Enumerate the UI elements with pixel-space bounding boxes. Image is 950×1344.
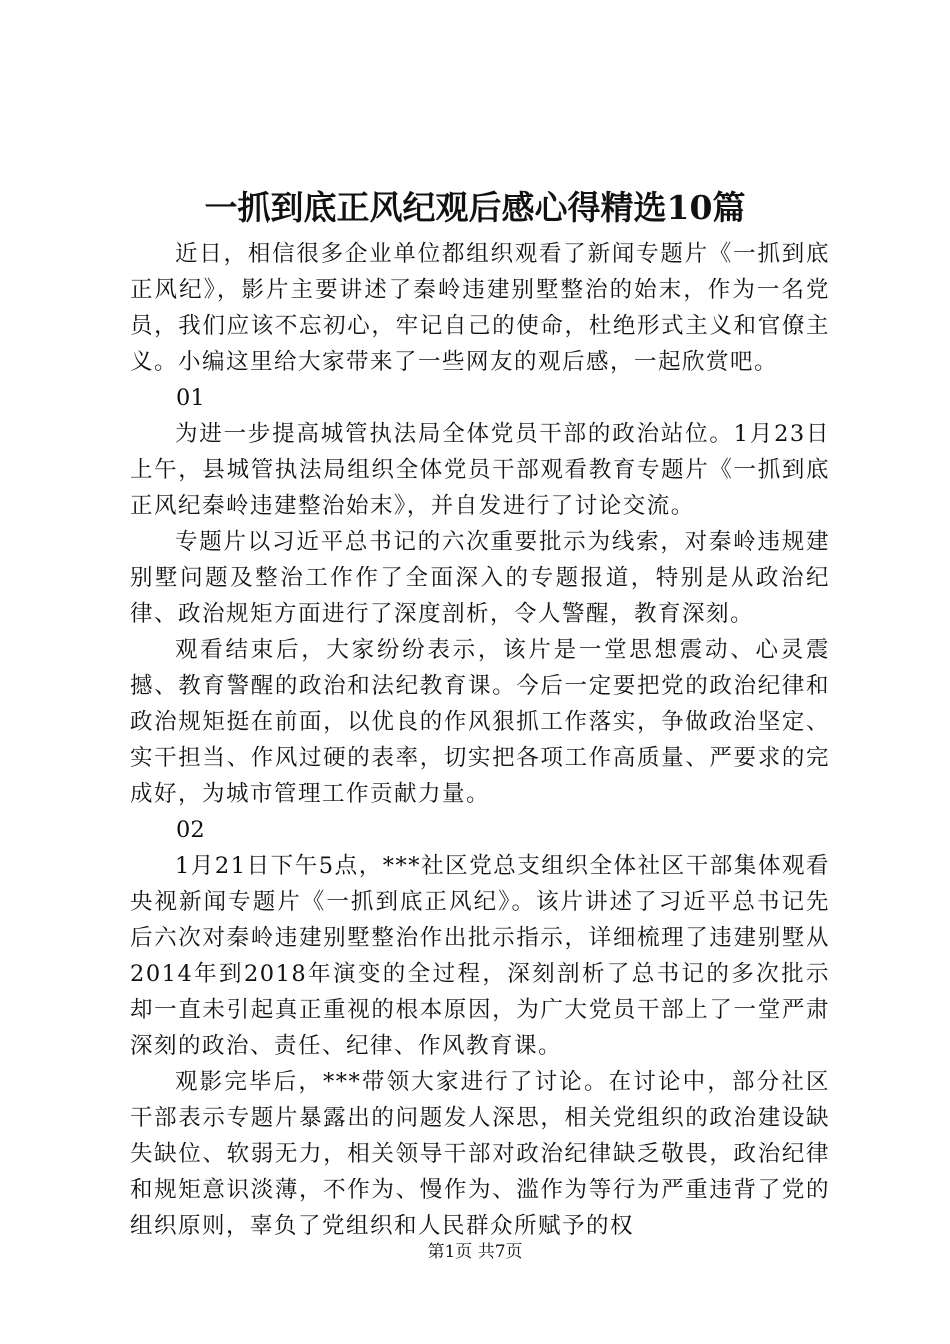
section-number: 01: [176, 385, 205, 411]
body-paragraph: 观看结束后，大家纷纷表示，该片是一堂思想震动、心灵震撼、教育警醒的政治和法纪教育课。今后一定要把党的政治纪律和政治规矩挺在前面，以优良的作风狠抓工作落实，争做政治坚定、实干担当、作风过硬的表率，切实把各项工作高质量、严要求的完成好，为城市管理工作贡献力量。: [130, 637, 830, 807]
body-paragraph: 为进一步提高城管执法局全体党员干部的政治站位。1月23日上午，县城管执法局组织全体党员干部观看教育专题片《一抓到底正风纪秦岭违建整治始末》，并自发进行了讨论交流。: [130, 421, 830, 519]
body-paragraph: 专题片以习近平总书记的六次重要批示为线索，对秦岭违规建别墅问题及整治工作作了全面深入的专题报道，特别是从政治纪律、政治规矩方面进行了深度剖析，令人警醒，教育深刻。: [130, 529, 830, 627]
body-paragraph: 观影完毕后，***带领大家进行了讨论。在讨论中，部分社区干部表示专题片暴露出的问题发人深思，相关党组织的政治建设缺失缺位、软弱无力，相关领导干部对政治纪律缺乏敬畏，政治纪律和规矩意识淡薄，不作为、慢作为、滥作为等行为严重违背了党的组织原则，辜负了党组织和人民群众所赋予的权: [130, 1069, 830, 1239]
document-body: [130, 236, 830, 1244]
section-number: 02: [176, 817, 205, 843]
page-footer: 第1页 共7页: [427, 1242, 523, 1262]
document-title: 一抓到底正风纪观后感心得精选10篇: [204, 188, 746, 227]
intro-paragraph: 近日，相信很多企业单位都组织观看了新闻专题片《一抓到底正风纪》，影片主要讲述了秦岭违建别墅整治的始末，作为一名党员，我们应该不忘初心，牢记自己的使命，杜绝形式主义和官僚主义。小编这里给大家带来了一些网友的观后感，一起欣赏吧。: [130, 241, 830, 375]
body-paragraph: 1月21日下午5点，***社区党总支组织全体社区干部集体观看央视新闻专题片《一抓到底正风纪》。该片讲述了习近平总书记先后六次对秦岭违建别墅整治作出批示指示，详细梳理了违建别墅从2014年到2018年演变的全过程，深刻剖析了总书记的多次批示却一直未引起真正重视的根本原因，为广大党员干部上了一堂严肃深刻的政治、责任、纪律、作风教育课。: [130, 853, 830, 1059]
